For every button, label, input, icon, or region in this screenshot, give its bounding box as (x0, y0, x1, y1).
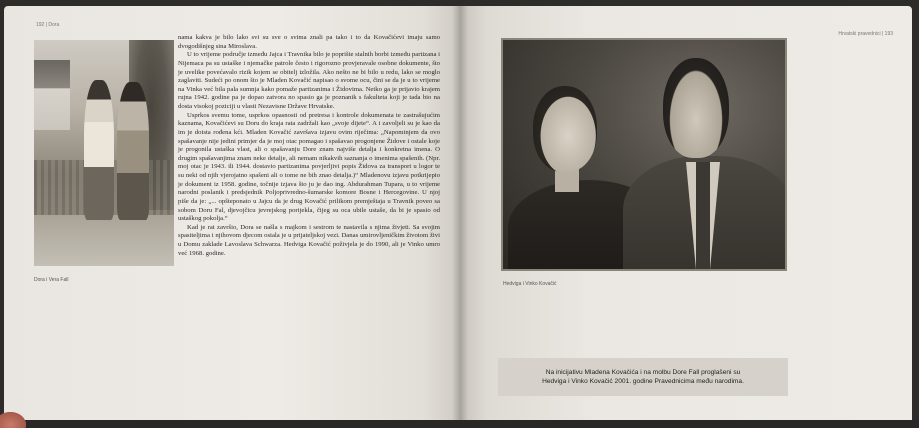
photo-hedviga-and-vinko (503, 40, 785, 269)
paragraph: nama kakva je bilo lako svi su sve o svima znali pa tako i to da Kovačićevi imaju samo dvogodišnjeg sina Miroslava. (178, 34, 440, 50)
right-photo-caption: Hedviga i Vinko Kovačić (503, 281, 557, 287)
photo-house (34, 60, 70, 130)
left-page-header: 192 | Dora (36, 22, 60, 28)
note-line-1: Na inicijativu Mladena Kovačića i na molbu Dore Fall proglašeni su (545, 368, 741, 376)
note-line-2: Hedviga i Vinko Kovačić 2001. godine Pravednicima među narodima. (542, 378, 744, 385)
photo-figure-right (117, 82, 149, 220)
thumb (0, 412, 26, 428)
paragraph: Usprkos svemu tome, usprkos opasnosti od pretresa i kontrole dokumenata te zastrašujućim kaznama, Kovačićevi su Doru do kraja rata zadržali kao „svoje dijete“. A i zavoljeli su je kao da im je doista rođena kći. Mladen Kovačić završava izjavu ovim riječima: „Napominjem da ovo spašavanje nije jedini primjer da je moj otac pomagao i spašavao progonjene Židove i ostale koje je progonila ustaška vlast, ali o spašavanju Dore znam najviše detalja i konkretna imena. O drugim spašavanjima znam neke detalje, ali nemam nikakvih saznanja o imenima spašenih. (Npr. moj otac je 1943. ili 1944. dostavio partizanima povjerljivi popis Židova za transport u logor te su neki od njih vjerojatno spašeni ali o tome ne bih znao detalja.)“ Mladenovu izjavu potkrijepio je dokument iz 1958. godine, točnije izjava što ju je dao ing. Abdurahman Tupara, u to vrijeme narodni poslanik i predsjednik Poljoprivredno-šumarske komore Bosne i Hercegovine. U njoj piše da je: „... opšteponato u Jajcu da je drug Kovačić prilikom premještaja u Travnik poveo sa sobom Doru Fal, djevojčicu jevrejskog porijekla, čijeg su oca ubile ustaše, da bi je spasio od ustaškog pokolja.“ (178, 111, 440, 223)
righteous-note-box (498, 358, 788, 396)
photo-man-head (663, 58, 729, 158)
photo-ground (34, 215, 174, 266)
right-page-header: Hrvatski pravednici | 193 (838, 31, 893, 37)
photo-dora-and-vera (34, 40, 174, 266)
photo-woman-head (533, 86, 597, 172)
photo-figure-left (84, 80, 114, 220)
left-page-body-text (178, 34, 440, 258)
table-edge (0, 420, 919, 428)
left-photo-caption: Dora i Vera Fall (34, 277, 69, 283)
book-gutter (452, 6, 468, 426)
paragraph: U to vrijeme područje između Jajca i Travnika bilo je poprište stalnih borbi između partizana i Nijemaca pa su ustaške i njemačke patrole često i rigorozno provjeravale osobne dokumente, što je uvelike povećavalo rizik kojem se obitelj izložila. Ako nešto ne bi bilo u redu, lako se moglo zaglaviti. Sudeći po onom što je Mladen Kovačić napisao o svome ocu, čini se da je u to vrijeme na Vinka već bila pala sumnja kako pomaže partizanima i Židovima. Netko ga je prijavio krajem rujna 1942. godine pa je dopao zatvora no spasio ga je poznanik s fakulteta koji je tada bio na dosta visokoj poziciji u vlasti Nezavisne Države Hrvatske. (178, 51, 440, 110)
paragraph: Kad je rat završio, Dora se našla s majkom i sestrom te nastavila s njima živjeti. Sa svojim spasiteljima i njihovom djecom ostala je u prijateljskoj vezi. Danas umirovljeničkim životom živi u Domu zaklade Lavoslava Schwarza. Hedviga Kovačić poživjela je do 1990, ali je Vinko umro već 1968. godine. (178, 223, 440, 257)
